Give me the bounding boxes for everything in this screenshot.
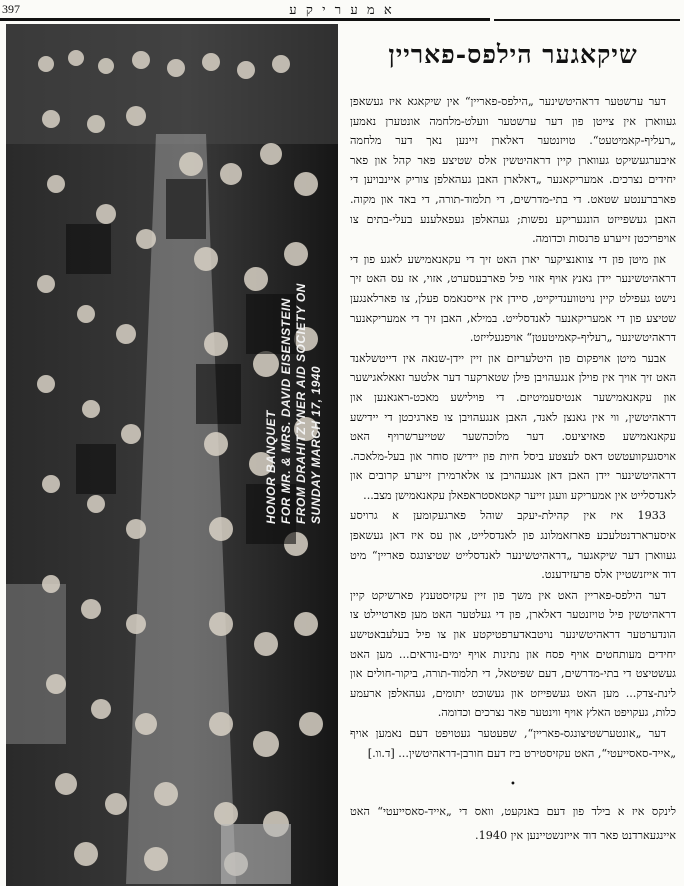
article-paragraph: אבער מיטן אויפקום פון היטלעריזם און זיין יידן-שנאה אין דייטשלאנד האט זיך אויך אין פוילן אנגעהויבן פילן שטארקער דער אלטער זאאלאגישער און עקאנאמישער אנטיסעמיטיזם. די פוילישע מאכט-ראגאנען און דראהיטשין, ווי אין גאנצן לאנד, האבן אנגעהויבן צו פארגיכטן די יידישע עקאנאמישע פאזיציעס. דער מלוכהשער שטייערשרויף האט אויסגעקוועטשט דאס לעצטע ביסל חיות פון יידישן סוחר און בעל-מלאכה. דראהיטשינער יידן האבן דאן אנגעהויבן צו אלארמירן זייערע קרובים און לאנדסלייט אין אמעריקע וועגן זייער קאטאסטראפאלן עקאנאמישן מצב...: [350, 351, 676, 502]
page-number: 397: [2, 2, 20, 16]
caption-line-1: HONOR BANQUET: [264, 410, 278, 524]
article-paragraph: און מיטן פון די צוואנציקער יארן האט זיך די עקאנאמישע לאגע פון די דראהיטשינער יידן גאנץ אויף אזוי פיל פארבעסערט, אזוי, אז עס האט זיך נישט געפילט קיין נויטווענדיקייט, סיידן אין אייסנאמס פעלן, צו פארלאנגען שטיצע פון די אמעריקאנער לאנדסלייט. במילא, האבן זיך די אמעריקאנער דראהיטשינער „רעליף-קאמיטעטן“ אויפגעלייזט.: [350, 252, 676, 345]
caption-line-3: FROM DRAHITZYNER AID SOCIETY ON: [294, 283, 308, 524]
page-header: [0, 0, 684, 22]
banquet-photo: [6, 24, 338, 886]
article-paragraph: דער ערשטער דראהיטשינער „הילפס-פאריין“ אין שיקאגא איז געשאפן געווארן אין צייטן פון דער ערשטער וועלט-מלחמה אונטערן נאמען „רעליף-קאמיטעט“. טויזנטער דאלארן זיינען נאך דער מלחמה איבערגעשיקט געווארן קיין דראהיטשין אלס שטיצע פאר קהל און פאר יחידים נצרכים. אמעריקאנער „דאלארן האבן געהאלפן צוריק איינבויען די פארברענטע שטאט. די בתי-מדרשים, די תלמוד-תורה, די באד און מקוה. האבן געשפייזט הונגעריקע נפשות; געהאלפן געפאלענע בעלי-בתים צו אויפריכטן זייערע פרנסות וכדומה.: [350, 95, 676, 246]
photo-footnote: לינקס איז א בילד פון דעם באנקעט, וואס די „אייד-סאסייעטי“ האט איינגעארדנט פאר דוד אייזנשטיינען אין 1940.: [350, 805, 676, 843]
caption-line-4: SUNDAY MARCH 17, 1940: [309, 365, 323, 524]
article-title: שיקאגער הילפס-פאריין: [388, 40, 638, 69]
header-rule-thin: [494, 19, 680, 21]
section-ornament: •: [510, 779, 516, 791]
article-column: [350, 30, 676, 848]
running-title: א מ ע ר י ק ע: [289, 2, 395, 17]
article-paragraph: 1933 איז אין קהילת-יעקב שוהל פארגעקומען א גרויסע איסערארדנטלעכע פארזאמלונג פון לאנדסלייט, און עס איז דאן געשאפן געווארן דער שיקאגער „דראהיטשינער לאנדסלייט שטיצונגס פאריין“ מיט דוד אייזנשטיין אלס פרעזידענט.: [350, 509, 676, 582]
caption-line-2: FOR MR. & MRS. DAVID EISENSTEIN: [279, 298, 293, 524]
article-paragraph: דער „אונטערשטיצונגס-פאריין“, שפעטער געטויפט דעם נאמען אויף „אייד-סאסייעטי“, האט עקזיסטירט ביז דעם חורבן-דראהיטשין... [ד.וו.]: [350, 727, 676, 760]
article-paragraph: דער הילפס-פאריין האט אין משך פון זיין עקזיסטענץ פארשיקט קיין דראהיטשין פיל טויזנטער דאלארן, פון די געלטער האט מען פארטיילט צו הונדערטער דראהיטשינער נויטבאדערפטיקטע און צו פיל בעלעבאטישע יחידים מעותחטים אויף פסח און נתינות אויף ימים-נוראים... מען האט געשטיצט די בתי-מדרשים, דעם שפיטאל, די תלמוד-תורה, ביקור-חולים און לינת-צדק... מען האט געשפייזט און געשוכט יתומים, געהאלפן ארעמע כלות, געקויפט האלץ אויף ווינטער פאר נצרכים וכדומה.: [350, 588, 676, 720]
header-rule-thick: [0, 18, 490, 21]
photo-caption: [264, 283, 324, 524]
